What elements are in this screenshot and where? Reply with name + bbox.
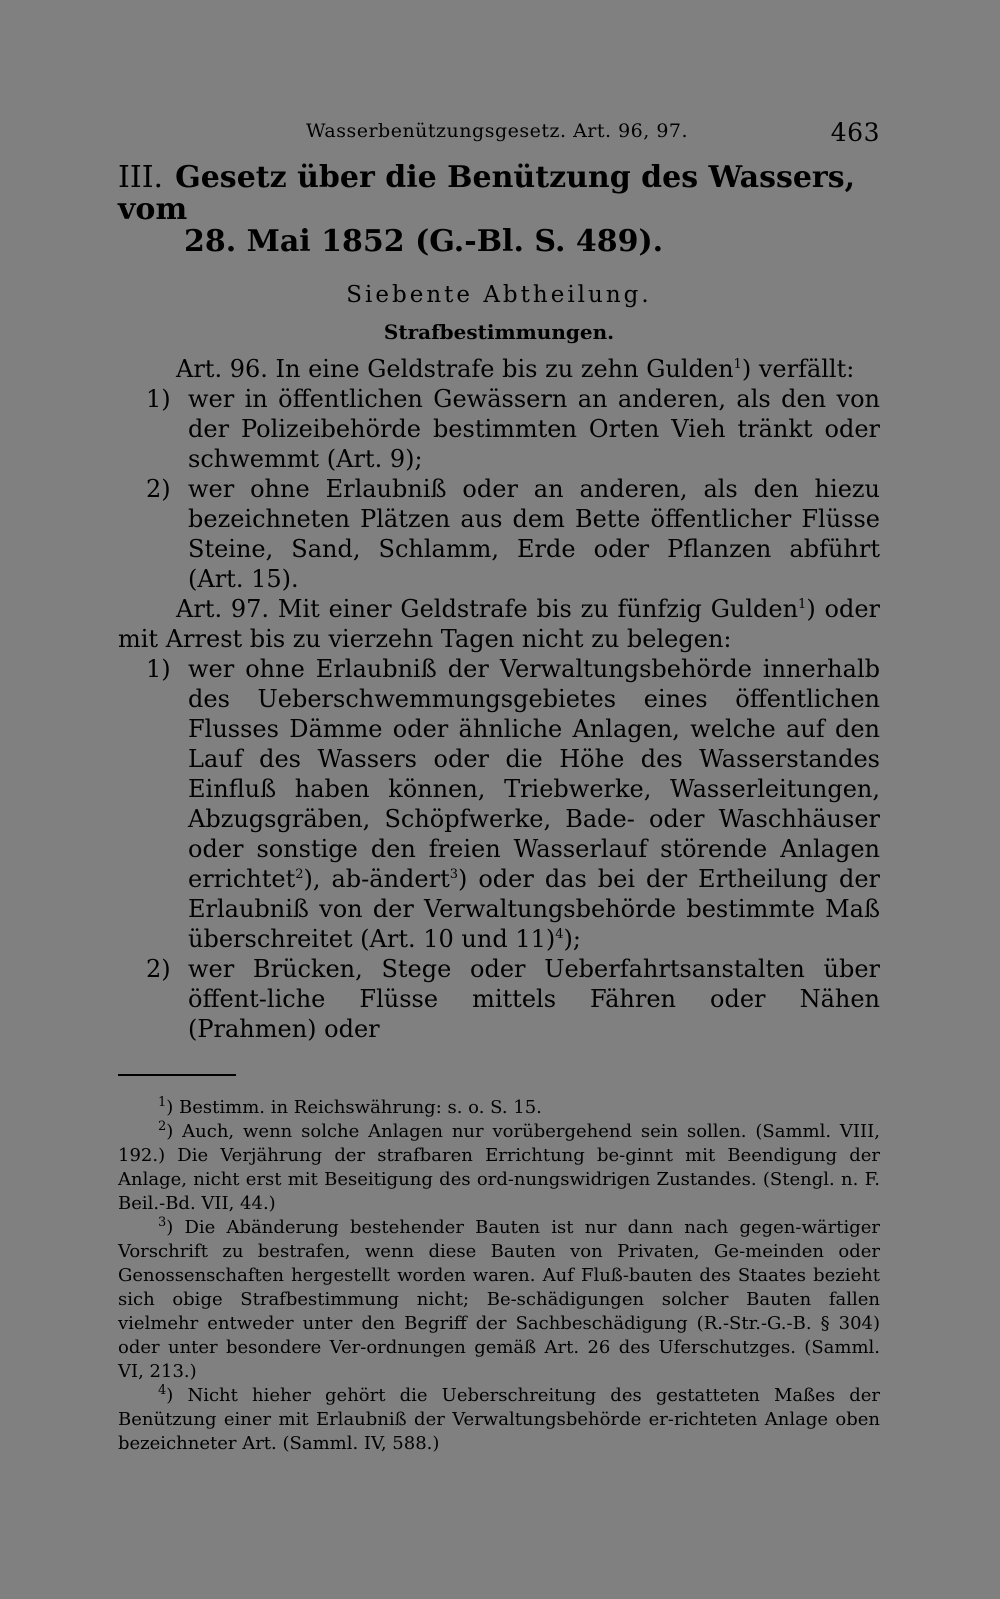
- footnote-ref: 1: [733, 357, 742, 372]
- footnote-3: $^3$) Die Abänderung bestehender Bauten ist nur dann nach gegen-wärtiger Vorschrift zu bestrafen, wenn diese Bauten von Privaten, Ge-meinden oder Genossenschaften hergestellt worden waren. Auf Fluß-bauten des Staates bezieht sich obige Strafbestimmung nicht; Be-schädigungen solcher Bauten fallen vielmehr entweder unter den Begriff der Sachbeschädigung (R.-Str.-G.-B. § 304) oder unter besondere Ver-ordnungen gemäß Art. 26 des Uferschutzges. (Samml. VI, 213.): [118, 1215, 880, 1382]
- article-97-intro: Art. 97. Mit einer Geldstrafe bis zu fünfzig Gulden$^1$) oder mit Arrest bis zu vierzehn Tagen nicht zu belegen:: [118, 595, 880, 653]
- running-title: Wasserbenützungsgesetz. Art. 96, 97.: [306, 120, 689, 142]
- section-title-line1: Gesetz über die Benützung des Wassers, vom: [118, 160, 856, 227]
- footnote-2: $^2$) Auch, wenn solche Anlagen nur vorübergehend sein sollen. (Samml. VIII, 192.) Die Verjährung der strafbaren Errichtung be-ginnt mit Beendigung der Anlage, nicht erst mit Beseitigung des ord-nungswidrigen Zustandes. (Stengl. n. F. Beil.-Bd. VII, 44.): [118, 1119, 880, 1214]
- article-97-item-2: 2) wer Brücken, Stege oder Ueberfahrtsanstalten über öffent-liche Flüsse mittels Fähren oder Nähen (Prahmen) oder: [146, 955, 880, 1043]
- section-title-line2: 28. Mai 1852 (G.-Bl. S. 489).: [184, 224, 664, 259]
- item-number: 2): [146, 955, 171, 983]
- footnote-divider: [118, 1074, 236, 1076]
- article-97-item-1: 1) wer ohne Erlaubniß der Verwaltungsbehörde innerhalb des Ueberschwemmungsgebietes eines öffentlichen Flusses Dämme oder ähnliche Anlagen, welche auf den Lauf des Wassers oder die Höhe des Wasserstandes Einfluß haben können, Triebwerke, Wasserleitungen, Abzugsgräben, Schöpfwerke, Bade- oder Waschhäuser oder sonstige den freien Wasserlauf störende Anlagen errichtet$^2$), ab-ändert$^3$) oder das bei der Ertheilung der Erlaubniß von der Verwaltungsbehörde bestimmte Maß überschreitet (Art. 10 und 11)$^4$);: [146, 655, 881, 953]
- footnotes: [118, 1096, 880, 1456]
- running-header: [118, 112, 880, 154]
- footnote-1: $^1$) Bestimm. in Reichswährung: s. o. S. 15.: [158, 1095, 542, 1118]
- footnote-ref: 1: [798, 597, 807, 612]
- footnote-ref: 4: [555, 927, 564, 942]
- body-text: [118, 354, 880, 1044]
- division-heading: Siebente Abtheilung.: [346, 282, 652, 308]
- footnote-ref: 2: [295, 867, 304, 882]
- article-96-item-1: 1) wer in öffentlichen Gewässern an anderen, als den von der Polizeibehörde bestimmten Orten Vieh tränkt oder schwemmt (Art. 9);: [146, 385, 880, 473]
- footnote-ref: 3: [449, 867, 458, 882]
- item-number: 1): [146, 385, 171, 413]
- section-title: [118, 162, 880, 258]
- page-number: 463: [830, 118, 880, 147]
- item-number: 1): [146, 655, 171, 683]
- footnote-4: $^4$) Nicht hieher gehört die Ueberschreitung des gestatteten Maßes der Benützung einer mit Erlaubniß der Verwaltungsbehörde er-richteten Anlage oben bezeichneter Art. (Samml. IV, 588.): [118, 1383, 880, 1454]
- subheading: Strafbestimmungen.: [383, 320, 615, 344]
- article-96-intro: Art. 96. In eine Geldstrafe bis zu zehn Gulden$^1$) verfällt:: [176, 355, 855, 383]
- article-96-item-2: 2) wer ohne Erlaubniß oder an anderen, als den hiezu bezeichneten Plätzen aus dem Bette öffentlicher Flüsse Steine, Sand, Schlamm, Erde oder Pflanzen abführt (Art. 15).: [146, 475, 880, 593]
- item-number: 2): [146, 475, 171, 503]
- section-numeral: III.: [118, 160, 164, 195]
